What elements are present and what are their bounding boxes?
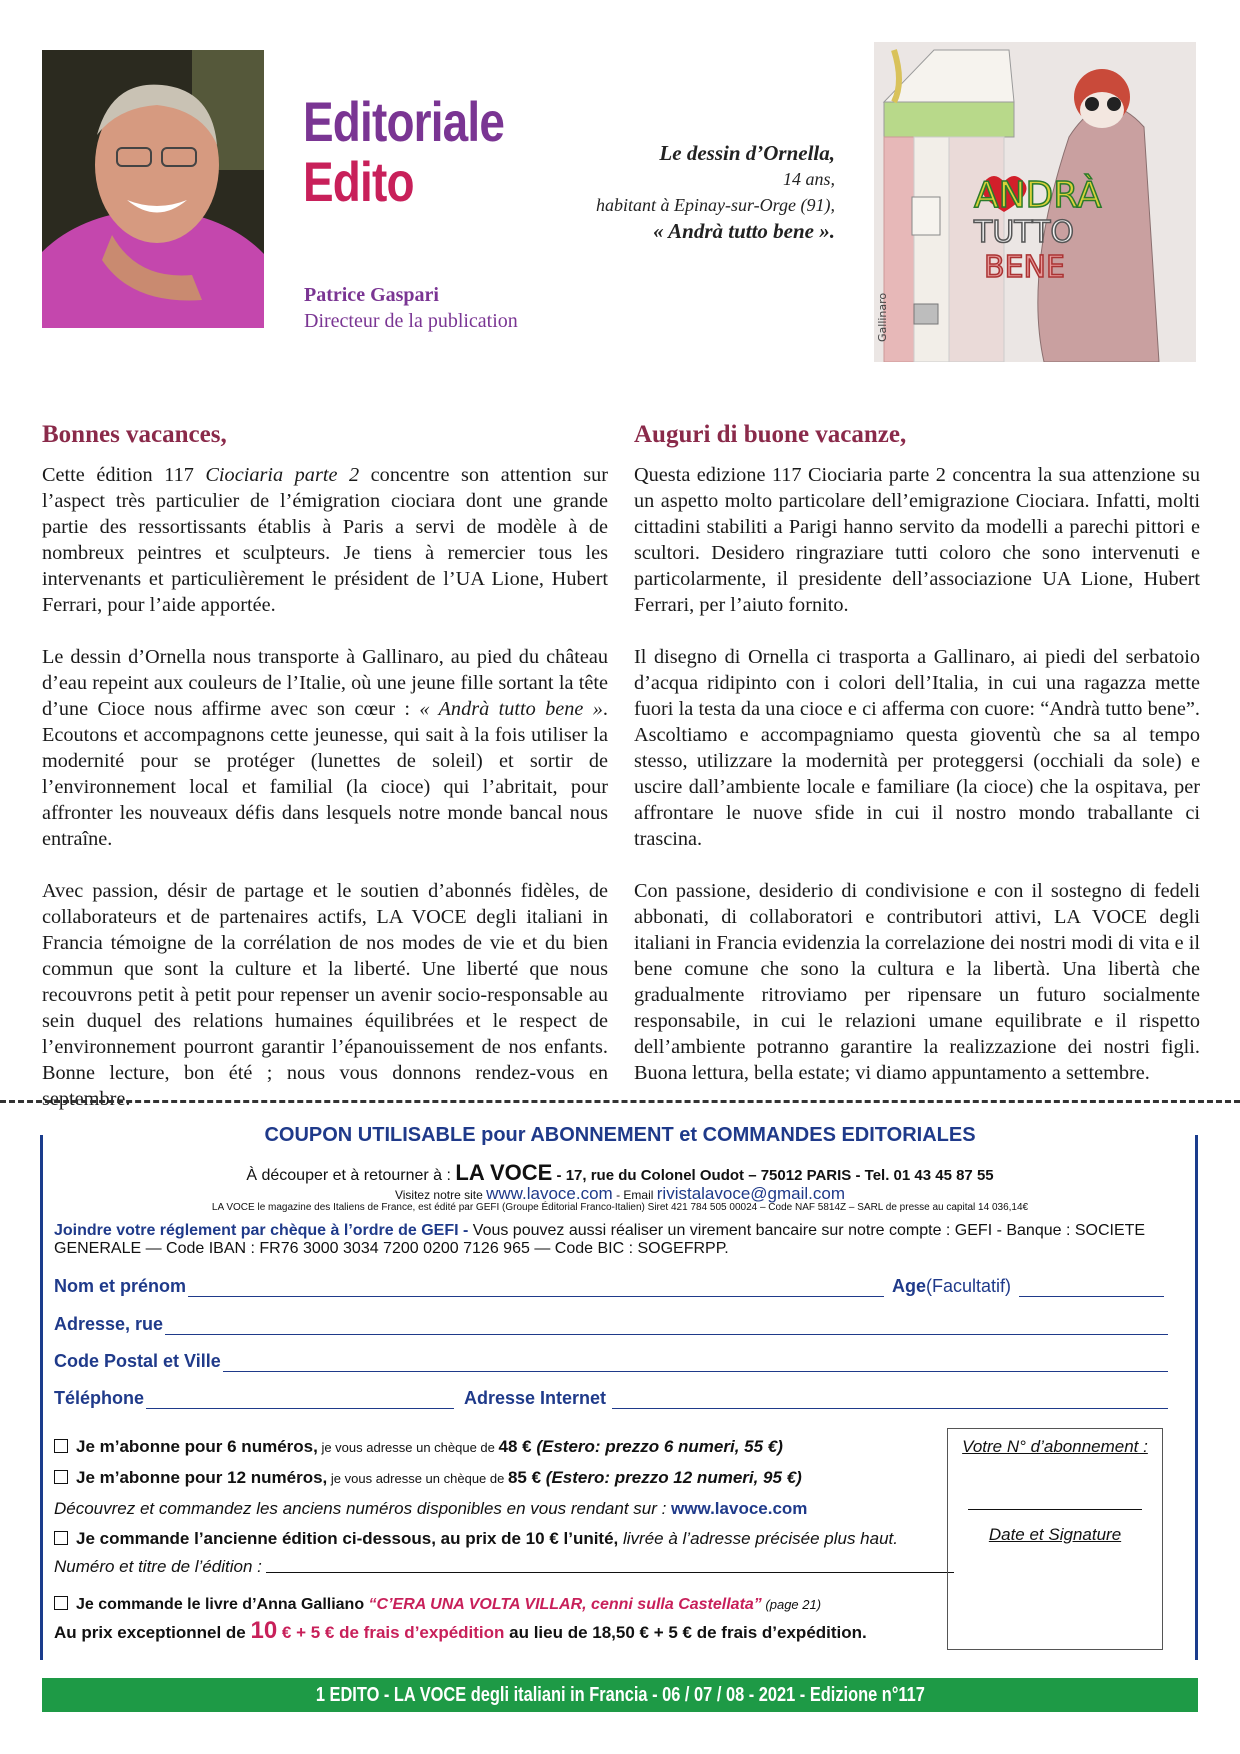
postal-city-field-line[interactable] xyxy=(223,1355,1168,1372)
author-photo xyxy=(42,50,264,328)
editorial-title xyxy=(303,92,504,212)
drawing-word-tutto: TUTTO xyxy=(974,215,1075,250)
italian-column xyxy=(634,420,1200,1112)
option-book[interactable]: Je commande le livre d’Anna Galliano “C’ERA UNA VOLTA VILLAR, cenni sulla Castellata” (page 21) xyxy=(54,1592,954,1618)
brand-name: LA VOCE xyxy=(455,1160,553,1185)
postal-city-field-label: Code Postal et Ville xyxy=(54,1351,221,1371)
phone-field[interactable] xyxy=(54,1388,454,1409)
option-6-issues[interactable]: Je m’abonne pour 6 numéros, je vous adresse un chèque de 48 € (Estero: prezzo 6 numeri, 55 €) xyxy=(54,1432,954,1463)
coupon-border-right xyxy=(1195,1135,1198,1660)
internet-field-line[interactable] xyxy=(612,1392,1168,1409)
checkbox-back-issue[interactable] xyxy=(54,1531,68,1545)
cut-line-divider xyxy=(0,1100,1240,1103)
title-line-editoriale: Editoriale xyxy=(303,90,505,153)
italian-paragraph-2: Il disegno di Ornella ci trasporta a Gallinaro, ai piedi del serbatoio d’acqua ridipinto con i colori dell’Italia, in cui una ragazza mette fuori la testa da una cioce e ci afferma con cuore: “Andrà tutto bene”. Ascoltiamo e accompagniamo questa gioventù che sa al tempo stesso, utilizzare la modernità per proteggersi (occhiali da sole) e uscire dall’ambiente locale e familiare (la cioce) che la ospitava, per affrontare le nuove sfide in cui il nostro mondo traballante ci trascina. xyxy=(634,646,1200,850)
coupon-legal-line: LA VOCE le magazine des Italiens de France, est édité par GEFI (Groupe Éditorial Franco-Italien) Siret 421 784 505 00024 – Code NAF 5814Z – SARL de presse au capital 14 036,14€ xyxy=(211,1202,1029,1213)
payment-instructions: Joindre votre réglement par chèque à l’ordre de GEFI - Vous pouvez aussi réaliser un virement bancaire sur notre compte : GEFI - Banque : SOCIETE GENERALE — Code IBAN : FR76 3000 3034 7200 0200 7126 965 — Code BIC : SOGEFRPP. xyxy=(54,1222,1146,1257)
author-role: Directeur de la publication xyxy=(304,310,518,332)
caption-line-2: 14 ans, xyxy=(782,169,835,189)
book-title: “C’ERA UNA VOLTA VILLAR, cenni sulla Castellata” xyxy=(368,1596,762,1613)
coupon-contact-line: Visitez notre site www.lavoce.com - Email rivistalavoce@gmail.com xyxy=(394,1184,846,1203)
address-field-line[interactable] xyxy=(165,1318,1168,1335)
order-options xyxy=(54,1432,954,1646)
internet-field-label: Adresse Internet xyxy=(464,1388,607,1408)
french-paragraph-3: Avec passion, désir de partage et le soutien d’abonnés fidèles, de collaborateurs et de partenaires actifs, LA VOCE degli italiani in Francia témoigne de la corrélation de nos modes de vie et du bien commun que sont la culture et la liberté. Une liberté que nous recouvrons petit à petit pour repenser un avenir socio-responsable au sein duquel des relations humaines équilibrées et le respect de l’environnement pourront garantir l’épanouissement de nos enfants. Bonne lecture, bon été ; nous vous donnons rendez-vous en septembre. xyxy=(42,880,608,1110)
back-issues-link[interactable]: www.lavoce.com xyxy=(671,1499,808,1518)
title-line-edito: Edito xyxy=(303,150,414,213)
french-heading: Bonnes vacances, xyxy=(42,421,227,448)
phone-field-label: Téléphone xyxy=(54,1388,145,1408)
checkbox-6-issues[interactable] xyxy=(54,1439,68,1453)
french-paragraph-1: Cette édition 117 Ciociaria parte 2 concentre son attention sur l’aspect très particulier de l’émigration ciociara dont une grande partie des ressortissants établis à Paris a servi de modèle à de nombreux peintres et sculpteurs. Je tiens à remercier tous les intervenants et particulièrement le président de l’UA Lione, Hubert Ferrari, pour l’aide apportée. xyxy=(42,464,609,616)
website-link[interactable]: www.lavoce.com xyxy=(486,1184,613,1203)
issue-number-label: Numéro et titre de l’édition : xyxy=(54,1557,262,1576)
option-back-issue[interactable]: Je commande l’ancienne édition ci-dessous, au prix de 10 € l’unité, livrée à l’adresse précisée plus haut. xyxy=(54,1524,954,1554)
age-field[interactable]: Age (Facultatif) xyxy=(892,1276,1164,1297)
name-field-label: Nom et prénom xyxy=(54,1276,187,1296)
author-block xyxy=(304,282,518,334)
french-column xyxy=(42,420,608,1138)
subscription-number-line[interactable] xyxy=(968,1509,1142,1510)
internet-field[interactable] xyxy=(464,1388,1168,1409)
coupon-border-left xyxy=(40,1135,43,1660)
subscription-number-label: Votre N° d’abonnement : xyxy=(962,1437,1148,1456)
drawing-illustration xyxy=(874,42,1196,362)
address-field[interactable] xyxy=(54,1314,1168,1335)
book-price: Au prix exceptionnel de 10 € + 5 € de frais d’expédition au lieu de 18,50 € + 5 € de frais d’expédition. xyxy=(54,1617,867,1644)
french-paragraph-2: Le dessin d’Ornella nous transporte à Gallinaro, au pied du château d’eau repeint aux couleurs de l’Italie, où une jeune fille sortant la tête d’une Cioce nous affirme avec son cœur : « Andrà tutto bene ». Ecoutons et accompagnons cette jeunesse, qui sait à la fois utiliser la modernité pour se protéger (lunettes de soleil) et sortir de l’environnement local et familial (la cioce) qui l’abritait, pour affronter les nouveaux défis dans lesquels notre monde bancal nous entraîne. xyxy=(42,646,608,850)
italian-paragraph-3: Con passione, desiderio di condivisione e con il sostegno di fedeli abbonati, di collaboratori e contributori attivi, LA VOCE degli italiani in Francia evidenzia la correlazione dei nostri modi di vita e il bene comune che sono la cultura e la libertà. Una libertà che gradualmente ritroviamo per ripensare un futuro socialmente responsabile, in cui le relazioni umane equilibrate e il rispetto dell’ambiente potranno garantire la realizzazione dei nostri figli. Buona lettura, bella estate; vi diamo appuntamento a settembre. xyxy=(634,880,1200,1084)
subscription-number-box[interactable] xyxy=(947,1428,1163,1650)
coupon-address-line: À découper et à retourner à : LA VOCE - 17, rue du Colonel Oudot – 75012 PARIS - Tel. 01 43 45 87 55 xyxy=(246,1160,994,1185)
author-name: Patrice Gaspari xyxy=(304,284,439,306)
name-field-line[interactable] xyxy=(188,1280,884,1297)
caption-line-4: « Andrà tutto bene ». xyxy=(653,219,835,243)
age-field-label: Age xyxy=(892,1276,927,1296)
portrait-illustration xyxy=(42,50,264,328)
phone-field-line[interactable] xyxy=(146,1392,454,1409)
caption-line-3: habitant à Epinay-sur-Orge (91), xyxy=(596,195,835,215)
footer-bar xyxy=(42,1678,1198,1712)
italian-paragraph-1: Questa edizione 117 Ciociaria parte 2 concentra la sua attenzione su un aspetto molto particolare dell’emigrazione Ciociara. Infatti, molti cittadini stabiliti a Parigi hanno servito da modelli a parechi pittori e scultori. Desidero ringraziare tutti coloro che sono intervenuti e particolarmente, il presidente dell’associazione UA Lione, Hubert Ferrari, per l’aiuto fornito. xyxy=(634,464,1200,616)
drawing-word-andra: ANDRÀ xyxy=(974,175,1102,216)
drawing-word-bene: BENE xyxy=(984,250,1065,285)
address-field-label: Adresse, rue xyxy=(54,1314,164,1334)
checkbox-book[interactable] xyxy=(54,1596,68,1610)
option-12-issues[interactable]: Je m’abonne pour 12 numéros, je vous adresse un chèque de 85 € (Estero: prezzo 12 numeri, 95 €) xyxy=(54,1463,954,1494)
age-field-line[interactable] xyxy=(1019,1280,1164,1297)
issue-number-field[interactable] xyxy=(54,1554,954,1580)
drawing-caption xyxy=(545,140,835,244)
date-signature-label: Date et Signature xyxy=(988,1525,1122,1544)
coupon-title: COUPON UTILISABLE pour ABONNEMENT et COMMANDES EDITORIALES xyxy=(264,1124,976,1146)
child-drawing xyxy=(874,42,1196,362)
italian-heading: Auguri di buone vacanze, xyxy=(634,421,907,448)
drawing-signature: Gallinaro xyxy=(876,292,889,342)
back-issues-note: Découvrez et commandez les anciens numéros disponibles en vous rendant sur : www.lavoce.com xyxy=(54,1499,808,1518)
email-link[interactable]: rivistalavoce@gmail.com xyxy=(656,1184,846,1203)
footer-text: 1 EDITO - LA VOCE degli italiani in Francia - 06 / 07 / 08 - 2021 - Edizione n°117 xyxy=(315,1683,925,1706)
checkbox-12-issues[interactable] xyxy=(54,1470,68,1484)
name-field[interactable] xyxy=(54,1276,884,1297)
caption-line-1: Le dessin d’Ornella, xyxy=(659,141,835,165)
issue-number-line[interactable] xyxy=(266,1554,954,1573)
postal-city-field[interactable] xyxy=(54,1351,1168,1372)
